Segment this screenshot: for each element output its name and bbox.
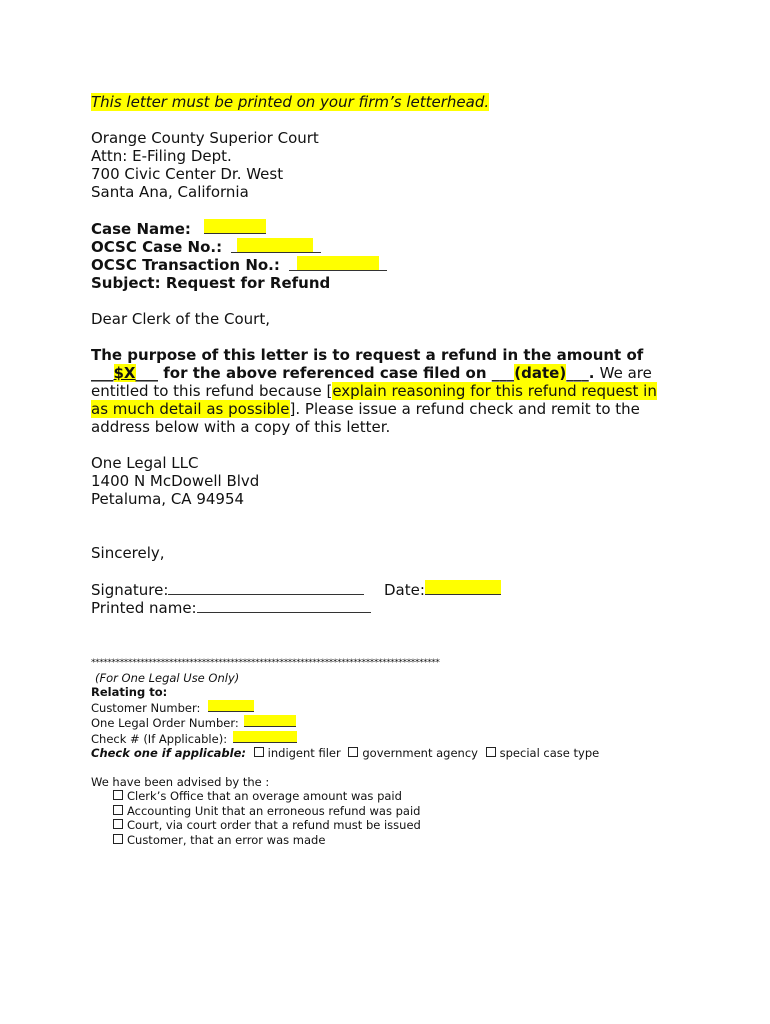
printed-name-field[interactable] xyxy=(197,598,371,613)
signature-field[interactable] xyxy=(168,580,364,595)
printed-name-row xyxy=(91,598,691,617)
checkbox-indigent[interactable] xyxy=(254,747,264,757)
body-line-4: as much detail as possible]. Please issue a refund check and remit to the xyxy=(91,400,640,418)
date-field[interactable] xyxy=(425,580,501,595)
case-name-label: Case Name: xyxy=(91,220,191,238)
case-name-row xyxy=(91,219,691,238)
transaction-label: OCSC Transaction No.: xyxy=(91,256,280,274)
checkbox-accounting[interactable] xyxy=(113,805,123,815)
case-no-field[interactable] xyxy=(231,238,321,253)
order-number-row: One Legal Order Number: xyxy=(91,715,691,731)
case-no-row xyxy=(91,238,691,256)
advised-item-clerk: Clerk’s Office that an overage amount was paid xyxy=(91,789,691,804)
separator: ************************************************************************************* xyxy=(91,658,440,668)
closing: Sincerely, xyxy=(91,544,165,562)
remit-street: 1400 N McDowell Blvd xyxy=(91,472,260,490)
subject-line: Subject: Request for Refund xyxy=(91,274,331,292)
court-street: 700 Civic Center Dr. West xyxy=(91,165,284,183)
reason-placeholder-1: explain reasoning for this refund request in xyxy=(332,382,657,400)
body-line-3: entitled to this refund because [explain reasoning for this refund request in xyxy=(91,382,657,400)
advised-item-customer: Customer, that an error was made xyxy=(91,833,691,848)
date-label: Date: xyxy=(384,581,425,599)
advised-label: We have been advised by the : xyxy=(91,774,270,789)
check-number-field[interactable] xyxy=(233,731,297,743)
reason-placeholder-2: as much detail as possible xyxy=(91,400,290,418)
check-one-row: Check one if applicable: indigent filer government agency special case type xyxy=(91,746,600,760)
transaction-field[interactable] xyxy=(289,256,387,271)
checkbox-special[interactable] xyxy=(486,747,496,757)
case-no-label: OCSC Case No.: xyxy=(91,238,223,256)
internal-use-section xyxy=(91,656,691,847)
letterhead-notice: This letter must be printed on your firm’s letterhead. xyxy=(91,93,490,111)
court-city: Santa Ana, California xyxy=(91,183,249,201)
transaction-row xyxy=(91,256,691,274)
order-number-field[interactable] xyxy=(244,715,296,727)
body-text-3: We are xyxy=(599,364,652,382)
body-line-2: ___$X___ for the above referenced case filed on ___(date)___. We are xyxy=(91,364,652,382)
printed-name-label: Printed name: xyxy=(91,599,197,617)
salutation: Dear Clerk of the Court, xyxy=(91,310,270,328)
check-number-row: Check # (If Applicable): xyxy=(91,731,691,747)
advised-item-court: Court, via court order that a refund must be issued xyxy=(91,818,691,833)
checkbox-government[interactable] xyxy=(348,747,358,757)
internal-header: (For One Legal Use Only) xyxy=(95,670,240,685)
court-name: Orange County Superior Court xyxy=(91,129,319,147)
case-name-field[interactable] xyxy=(204,219,266,234)
body-line-1: The purpose of this letter is to request a refund in the amount of xyxy=(91,346,644,364)
remit-city: Petaluma, CA 94954 xyxy=(91,490,245,508)
checkbox-clerk[interactable] xyxy=(113,790,123,800)
relating-label: Relating to: xyxy=(91,685,168,699)
signature-label: Signature: xyxy=(91,581,169,599)
signature-row xyxy=(91,580,691,598)
amount-placeholder: $X xyxy=(113,364,136,382)
date-placeholder: (date) xyxy=(514,364,567,382)
customer-number-field[interactable] xyxy=(208,700,254,712)
remit-name: One Legal LLC xyxy=(91,454,199,472)
check-one-label: Check one if applicable: xyxy=(91,746,246,760)
court-attn: Attn: E-Filing Dept. xyxy=(91,147,232,165)
body-line-5: address below with a copy of this letter. xyxy=(91,418,391,436)
body-text-2: for the above referenced case filed on xyxy=(163,364,487,382)
checkbox-court[interactable] xyxy=(113,819,123,829)
customer-number-row: Customer Number: xyxy=(91,700,691,716)
advised-item-accounting: Accounting Unit that an erroneous refund was paid xyxy=(91,804,691,819)
checkbox-customer[interactable] xyxy=(113,834,123,844)
letter-body xyxy=(91,93,691,617)
